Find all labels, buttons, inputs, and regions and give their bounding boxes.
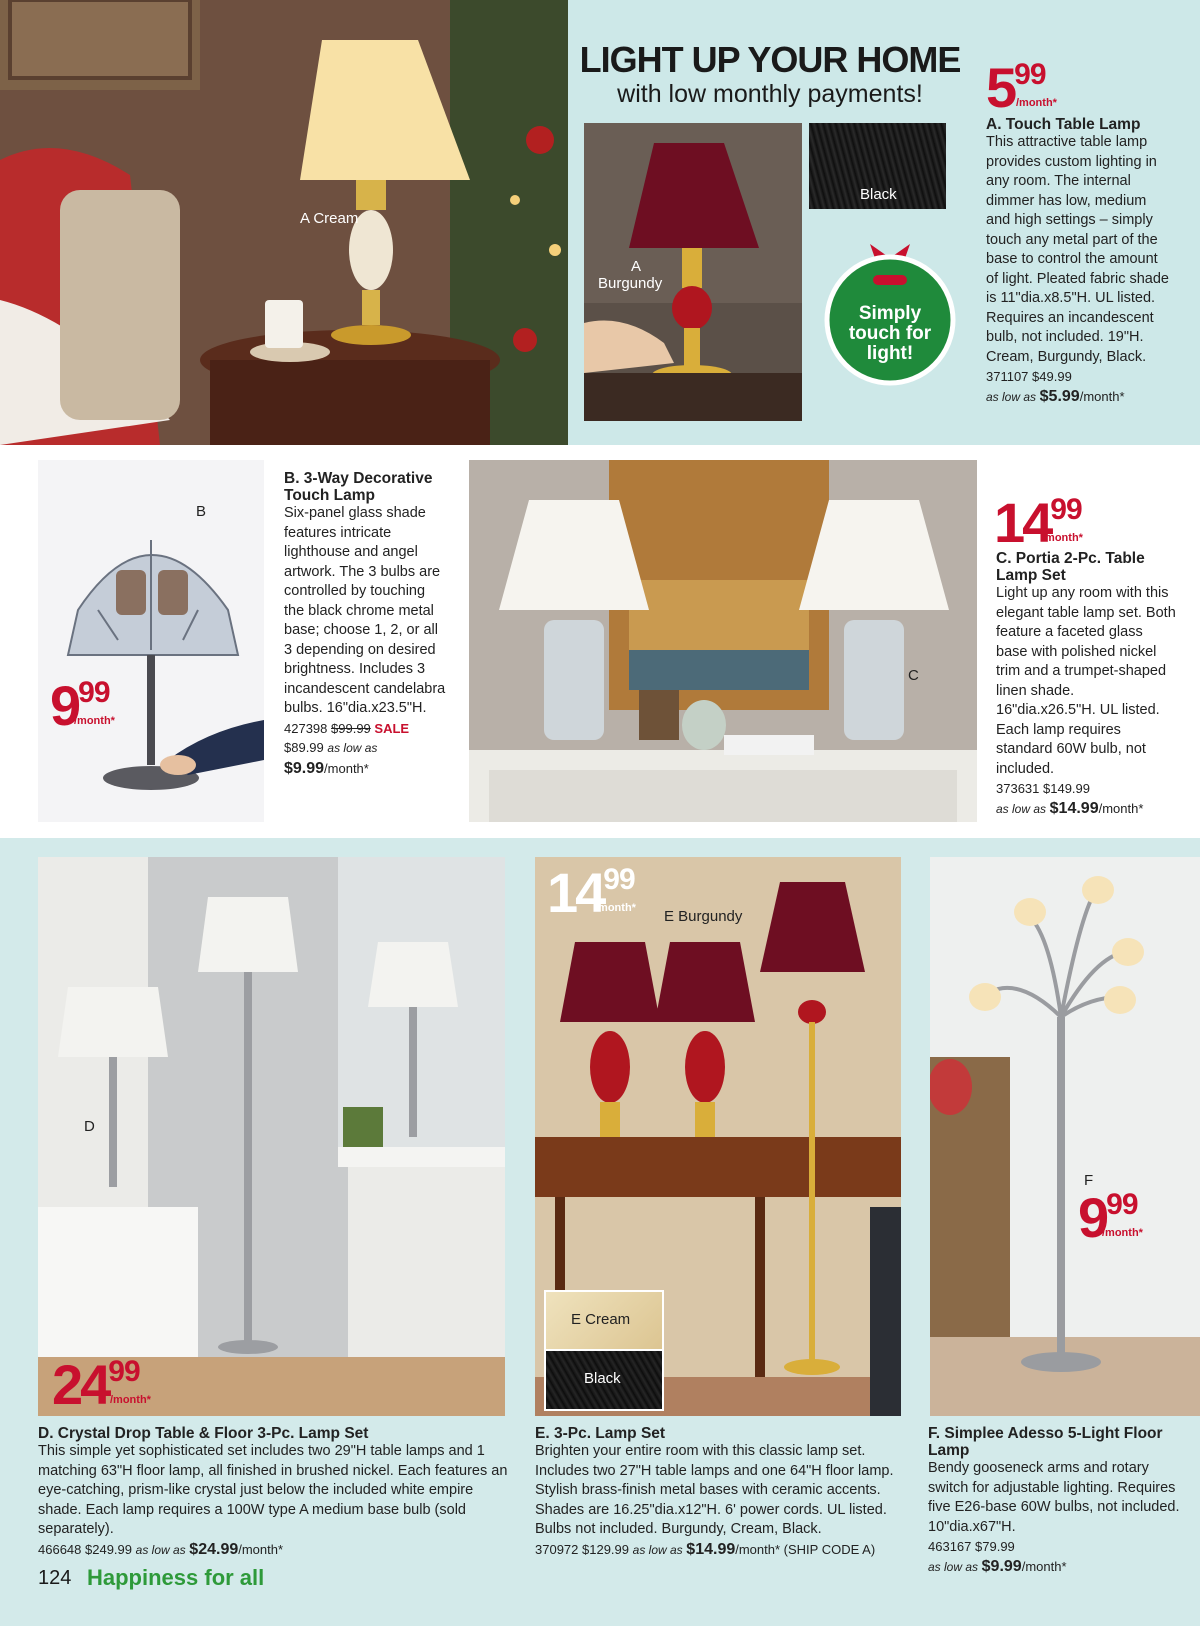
label-a-cream: A Cream bbox=[300, 210, 359, 227]
product-d-body: This simple yet sophisticated set includes two 29"H table lamps and 1 matching 63"H floor lamp, all finished in brushed nickel. Each features an eye-catching, prism-like crystal just below the included white empire shade. Each lamp requires a 100W type A medium base bulb (sold separately). bbox=[38, 1443, 508, 1537]
price-f-per-month: /month* bbox=[1102, 1227, 1143, 1239]
product-a-sku: 371107 bbox=[986, 369, 1029, 384]
photo-santa-cream-lamp bbox=[0, 0, 568, 445]
product-d-regular: $249.99 bbox=[85, 1541, 133, 1557]
price-e-per-month: /month* bbox=[595, 902, 636, 914]
product-c-description bbox=[996, 550, 1176, 819]
product-b-as-low-as: as low as bbox=[327, 741, 378, 755]
product-b-regular: $89.99 bbox=[284, 740, 324, 755]
product-b-title: B. 3-Way Decorative Touch Lamp bbox=[284, 470, 433, 504]
burgundy-lamp-illustration bbox=[584, 123, 802, 421]
price-d-per-month: /month* bbox=[110, 1394, 151, 1406]
product-e-as-low-as: as low as bbox=[632, 1542, 683, 1557]
price-d-cents: 99 bbox=[108, 1355, 140, 1388]
product-f-regular: $79.99 bbox=[975, 1539, 1015, 1554]
price-d bbox=[52, 1353, 151, 1416]
product-a-title: A. Touch Table Lamp bbox=[986, 116, 1141, 133]
price-b-dollars: 9 bbox=[50, 674, 79, 737]
product-c-as-low-as: as low as bbox=[996, 801, 1047, 816]
product-e-sku: 370972 bbox=[535, 1541, 579, 1557]
label-e-cream: E Cream bbox=[571, 1311, 631, 1328]
product-a-regular: $49.99 bbox=[1032, 369, 1072, 384]
product-e-description bbox=[535, 1425, 915, 1560]
price-b-per-month: /month* bbox=[74, 715, 115, 727]
price-e-dollars: 14 bbox=[547, 861, 604, 924]
product-b-sku: 427398 bbox=[284, 720, 328, 736]
hero-headline-block bbox=[560, 40, 980, 108]
product-d-as-low-as: as low as bbox=[135, 1542, 186, 1557]
product-e-title: E. 3-Pc. Lamp Set bbox=[535, 1425, 666, 1442]
product-c-sku: 373631 bbox=[996, 781, 1040, 796]
product-a-body: This attractive table lamp provides custom lighting in any room. The internal dimmer has low, medium and high settings – simply touch any metal part of the base to control the amount of light. Pleated fabric shade is 11"dia.x8.5"H. UL listed. Requires an incandescent bulb, not included. 19"H. Cream, Burgundy, Black. bbox=[986, 134, 1169, 365]
santa-scene-illustration bbox=[0, 0, 568, 445]
product-d-low: $24.99 bbox=[189, 1540, 239, 1558]
product-d-sku: 466648 bbox=[38, 1541, 82, 1557]
lamp-b-illustration bbox=[38, 460, 264, 822]
price-d-dollars: 24 bbox=[52, 1353, 109, 1416]
hero-subhead: with low monthly payments! bbox=[617, 80, 923, 108]
price-e-cents: 99 bbox=[603, 863, 635, 896]
product-f-body: Bendy gooseneck arms and rotary switch for adjustable lighting. Requires five E26-base 60W bulbs, not included. 10"dia.x67"H. bbox=[928, 1460, 1180, 1535]
product-a-low-suffix: /month* bbox=[1079, 388, 1125, 404]
price-c bbox=[994, 491, 1083, 554]
product-d-low-suffix: /month* bbox=[238, 1541, 284, 1557]
page-number: 124 bbox=[38, 1567, 72, 1589]
lamp-f-illustration bbox=[930, 857, 1200, 1416]
price-e bbox=[547, 861, 636, 924]
label-f: F bbox=[1084, 1172, 1094, 1189]
product-c-regular: $149.99 bbox=[1043, 781, 1091, 796]
product-b-sale: SALE bbox=[374, 720, 410, 736]
lamp-d-illustration bbox=[38, 857, 505, 1416]
photo-lamp-set-c bbox=[469, 460, 977, 822]
label-c: C bbox=[908, 667, 919, 684]
product-e-body: Brighten your entire room with this classic lamp set. Includes two 27"H table lamps and one 64"H floor lamp. Stylish brass-finish metal bases with ceramic accents. Shades are 16.25"dia.x12"H. 6' power cords. UL listed. Bulbs not included. Burgundy, Cream, Black. bbox=[535, 1443, 894, 1537]
price-c-per-month: /month* bbox=[1042, 532, 1083, 544]
label-a-burgundy: Burgundy bbox=[598, 275, 663, 292]
badge-text: Simply touch for light! bbox=[848, 303, 932, 364]
product-b-description bbox=[284, 470, 449, 778]
product-b-was: $99.99 bbox=[331, 720, 371, 736]
product-f-title: F. Simplee Adesso 5-Light Floor Lamp bbox=[928, 1425, 1163, 1459]
tagline: Happiness for all bbox=[87, 1565, 265, 1590]
photo-lamp-b bbox=[38, 460, 264, 822]
product-f-sku: 463167 bbox=[928, 1539, 972, 1554]
photo-burgundy-lamp bbox=[584, 123, 802, 421]
product-d-description bbox=[38, 1425, 508, 1560]
price-b-cents: 99 bbox=[78, 676, 110, 709]
label-b: B bbox=[196, 503, 207, 520]
product-c-title: C. Portia 2-Pc. Table Lamp Set bbox=[996, 550, 1145, 584]
product-a-as-low-as: as low as bbox=[986, 389, 1037, 404]
price-c-dollars: 14 bbox=[994, 491, 1051, 554]
price-a-dollars: 5 bbox=[986, 56, 1015, 119]
label-d: D bbox=[84, 1118, 95, 1135]
product-e-regular: $129.99 bbox=[582, 1541, 630, 1557]
price-b bbox=[50, 674, 115, 737]
product-e-low-suffix: /month* (SHIP CODE A) bbox=[735, 1541, 876, 1557]
product-b-low: $9.99 bbox=[284, 759, 325, 777]
product-a-low: $5.99 bbox=[1039, 387, 1080, 405]
price-f-dollars: 9 bbox=[1078, 1186, 1107, 1249]
product-c-body: Light up any room with this elegant table lamp set. Both feature a faceted glass base with polished nickel trim and a trumpet-shaped linen shade. 16"dia.x26.5"H. UL listed. Each lamp requires standard 60W bulb, not included. bbox=[996, 585, 1176, 777]
lamp-c-illustration bbox=[469, 460, 977, 822]
hero-headline: LIGHT UP YOUR HOME bbox=[579, 39, 961, 80]
price-c-cents: 99 bbox=[1050, 493, 1082, 526]
price-a bbox=[986, 56, 1057, 119]
product-e-low: $14.99 bbox=[686, 1540, 736, 1558]
product-c-low: $14.99 bbox=[1049, 799, 1099, 817]
label-a-black: Black bbox=[860, 186, 897, 203]
simply-touch-badge bbox=[815, 238, 965, 388]
product-f-as-low-as: as low as bbox=[928, 1559, 979, 1574]
price-a-cents: 99 bbox=[1014, 58, 1046, 91]
product-a-description bbox=[986, 116, 1170, 407]
label-a-burgundy-letter: A bbox=[630, 258, 641, 275]
product-f-low-suffix: /month* bbox=[1021, 1558, 1067, 1574]
product-f-low: $9.99 bbox=[981, 1557, 1022, 1575]
product-b-low-suffix: /month* bbox=[324, 760, 369, 776]
photo-lamp-set-d bbox=[38, 857, 505, 1416]
photo-floor-lamp-f bbox=[930, 857, 1200, 1416]
product-c-low-suffix: /month* bbox=[1098, 800, 1144, 816]
product-f-description bbox=[928, 1425, 1190, 1577]
label-e-black: Black bbox=[584, 1370, 621, 1387]
product-b-body: Six-panel glass shade features intricate lighthouse and angel artwork. The 3 bulbs are controlled by touching the black chrome metal base; choose 1, 2, or all 3 depending on desired brightness. Includes 3 incandescent candelabra bulbs. 16"dia.x23.5"H. bbox=[284, 505, 446, 716]
price-a-per-month: /month* bbox=[1016, 97, 1057, 109]
price-f-cents: 99 bbox=[1106, 1188, 1138, 1221]
label-e-burgundy: E Burgundy bbox=[664, 908, 743, 925]
product-d-title: D. Crystal Drop Table & Floor 3-Pc. Lamp Set bbox=[38, 1425, 369, 1442]
price-f bbox=[1078, 1186, 1143, 1249]
